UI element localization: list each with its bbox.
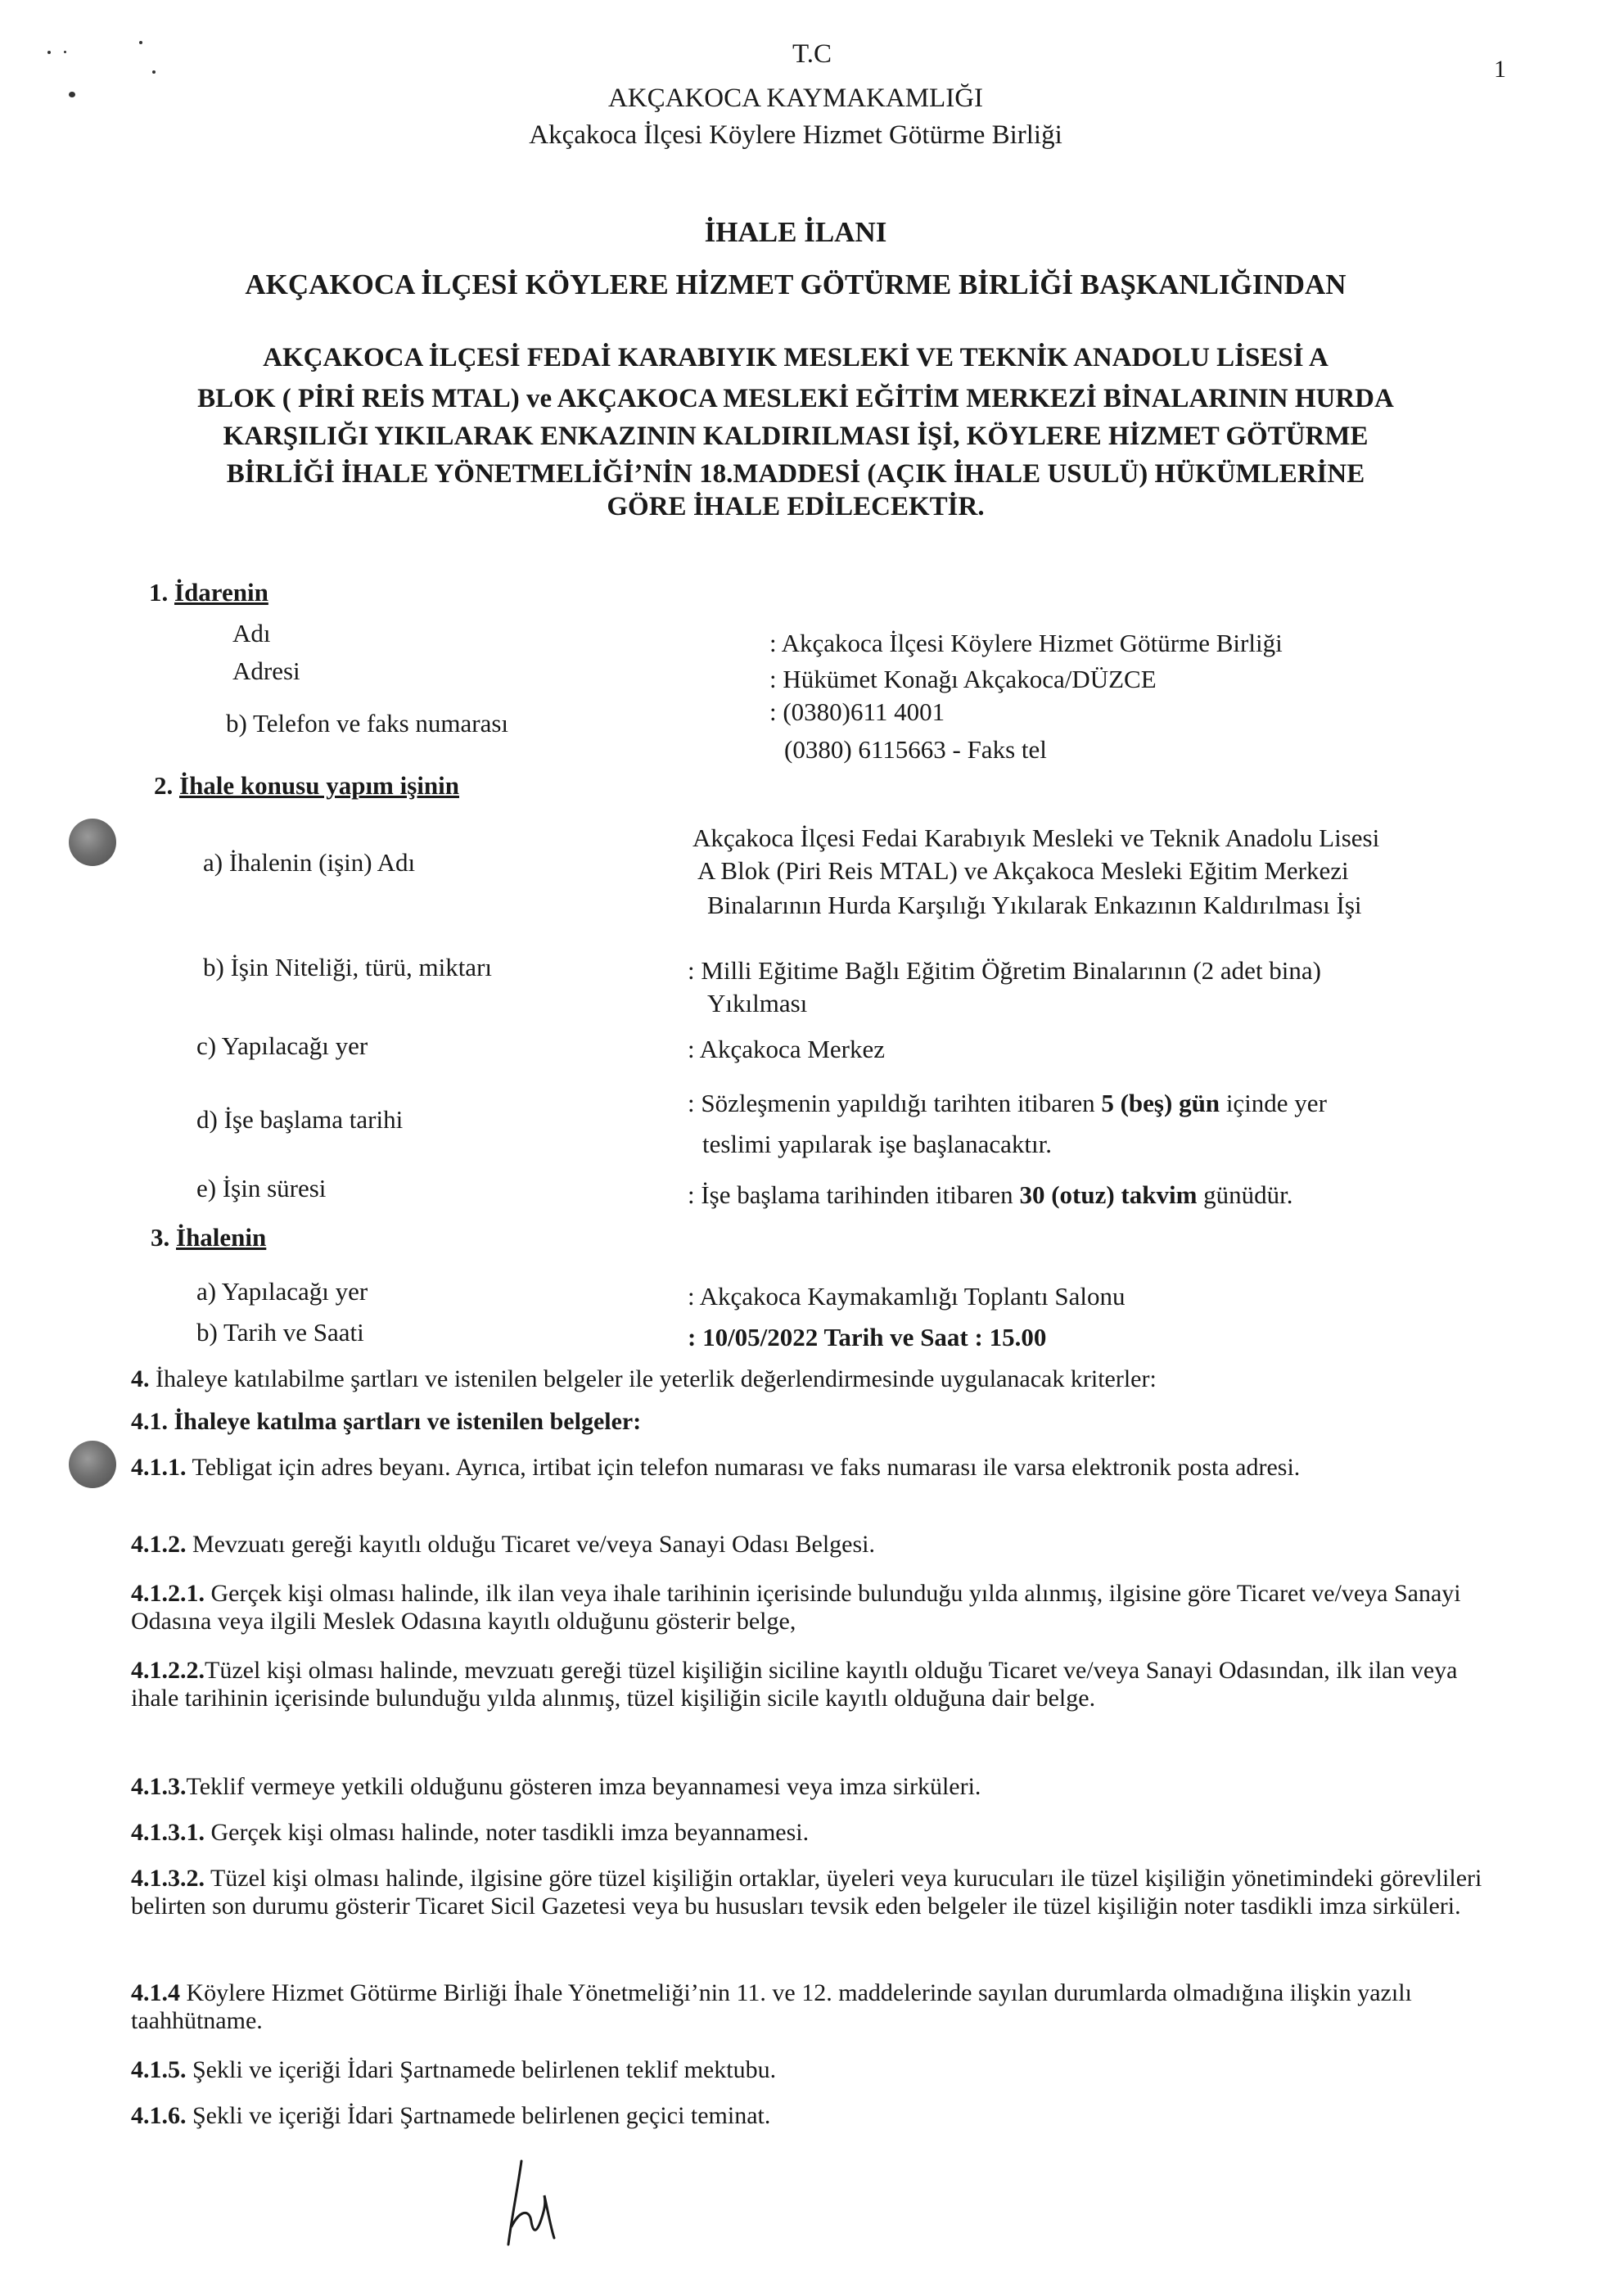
admin-name-value: : Akçakoca İlçesi Köylere Hizmet Götürme Birliği — [769, 629, 1283, 657]
admin-phone-label: b) Telefon ve faks numarası — [226, 709, 509, 738]
tender-name-value-1: Akçakoca İlçesi Fedai Karabıyık Mesleki ve Teknik Anadolu Lisesi — [692, 823, 1380, 852]
item-text: Şekli ve içeriği İdari Şartnamede belirlenen geçici teminat. — [186, 2102, 771, 2129]
item-text: Şekli ve içeriği İdari Şartnamede belirlenen teklif mektubu. — [186, 2056, 777, 2083]
item-text: Tüzel kişi olması halinde, mevzuatı gereği tüzel kişiliğin siciline kayıtlı olduğu Ticaret ve/veya Sanayi Odasından, ilk ilan veya ihale tarihinin içerisinde bulunduğu yılda alınmış, tüzel kişiliğin sicile kayıtlı olduğuna dair belge. — [131, 1657, 1458, 1712]
admin-address-value: : Hükümet Konağı Akçakoca/DÜZCE — [769, 665, 1157, 693]
section-1-number: 1. — [149, 578, 169, 607]
subject-line-5: GÖRE İHALE EDİLECEKTİR. — [607, 492, 985, 521]
item-4-1-2 — [131, 1531, 1490, 1559]
tender-name-value-2: A Blok (Piri Reis MTAL) ve Akçakoca Mesleki Eğitim Merkezi — [697, 856, 1349, 885]
admin-name-label: Adı — [232, 619, 271, 647]
item-text: Teklif vermeye yetkili olduğunu gösteren imza beyannamesi veya imza sirküleri. — [186, 1773, 981, 1800]
announcement-issuer: AKÇAKOCA İLÇESİ KÖYLERE HİZMET GÖTÜRME BİRLİĞİ BAŞKANLIĞINDAN — [245, 268, 1347, 300]
item-number: 4.1.2. — [131, 1531, 187, 1558]
item-number: 4.1.5. — [131, 2056, 187, 2083]
start-date-label: d) İşe başlama tarihi — [196, 1105, 404, 1134]
section-2-heading — [154, 771, 459, 801]
header-office: AKÇAKOCA KAYMAKAMLIĞI — [607, 83, 984, 113]
scan-speck — [152, 70, 156, 74]
item-4-1-3 — [131, 1773, 1490, 1801]
header-tc: T.C — [792, 39, 832, 69]
item-4-1-3-2 — [131, 1865, 1490, 1920]
section-1-title: İdarenin — [174, 578, 268, 607]
punch-hole-bottom — [69, 1441, 116, 1488]
item-number: 4.1.3.2. — [131, 1865, 205, 1892]
item-number: 4.1.3. — [131, 1773, 187, 1800]
item-4-1-1 — [131, 1454, 1490, 1482]
work-location-value: : Akçakoca Merkez — [688, 1035, 885, 1063]
item-text: Tebligat için adres beyanı. Ayrıca, irtibat için telefon numarası ve faks numarası ile varsa elektronik posta adresi. — [186, 1454, 1301, 1481]
punch-hole-top — [69, 819, 116, 866]
section-4-number: 4. — [131, 1365, 150, 1392]
item-number: 4.1.3.1. — [131, 1819, 205, 1846]
work-nature-label: b) İşin Niteliği, türü, miktarı — [203, 953, 493, 981]
start-date-value-2: teslimi yapılarak işe başlanacaktır. — [702, 1130, 1052, 1158]
item-4-1-5 — [131, 2056, 1490, 2084]
item-4-1-4 — [131, 1979, 1490, 2035]
admin-address-label: Adresi — [232, 656, 300, 685]
section-4-intro-text: İhaleye katılabilme şartları ve istenilen belgeler ile yeterlik değerlendirmesinde uygulanacak kriterler: — [149, 1365, 1157, 1392]
section-4-intro — [131, 1365, 1522, 1393]
start-date-value-1 — [688, 1089, 1327, 1118]
section-1-heading — [149, 578, 268, 607]
start-date-text-post: içinde yer — [1220, 1089, 1327, 1117]
subject-line-4: BİRLİĞİ İHALE YÖNETMELİĞİ’NİN 18.MADDESİ (AÇIK İHALE USULÜ) HÜKÜMLERİNE — [226, 459, 1365, 489]
tender-name-value-3: Binalarının Hurda Karşılığı Yıkılarak Enkazının Kaldırılması İşi — [707, 891, 1362, 919]
item-text: Mevzuatı gereği kayıtlı olduğu Ticaret ve/veya Sanayi Odası Belgesi. — [186, 1531, 875, 1558]
duration-label: e) İşin süresi — [196, 1174, 327, 1202]
start-date-days: 5 (beş) gün — [1101, 1089, 1220, 1117]
subject-line-2: BLOK ( PİRİ REİS MTAL) ve AKÇAKOCA MESLEKİ EĞİTİM MERKEZİ BİNALARININ HURDA — [197, 384, 1394, 413]
header-union: Akçakoca İlçesi Köylere Hizmet Götürme Birliği — [529, 120, 1062, 150]
item-number: 4.1.4 — [131, 1979, 180, 2006]
tender-datetime-value: : 10/05/2022 Tarih ve Saat : 15.00 — [688, 1323, 1047, 1351]
admin-phone-value: : (0380)611 4001 — [769, 697, 945, 726]
work-nature-value-1: : Milli Eğitime Bağlı Eğitim Öğretim Binalarının (2 adet bina) — [688, 956, 1322, 985]
item-number: 4.1.6. — [131, 2102, 187, 2129]
duration-text-post: günüdür. — [1197, 1180, 1293, 1209]
item-text: Gerçek kişi olması halinde, ilk ilan veya ihale tarihinin içerisinde bulunduğu yılda alınmış, ilgisine göre Ticaret ve/veya Sanayi Odasına veya ilgili Meslek Odasına kayıtlı olduğunu gösterir belge, — [131, 1580, 1461, 1635]
tender-place-value: : Akçakoca Kaymakamlığı Toplantı Salonu — [688, 1282, 1126, 1311]
item-number: 4.1.2.1. — [131, 1580, 205, 1607]
item-text: Köylere Hizmet Götürme Birliği İhale Yönetmeliği’nin 11. ve 12. maddelerinde sayılan durumlarda olmadığına ilişkin yazılı taahhütname. — [131, 1979, 1412, 2034]
tender-datetime-label: b) Tarih ve Saati — [196, 1318, 364, 1347]
start-date-text-pre: : Sözleşmenin yapıldığı tarihten itibaren — [688, 1089, 1102, 1117]
announcement-title: İHALE İLANI — [704, 216, 887, 248]
item-4-1-2-2 — [131, 1657, 1490, 1712]
item-number: 4.1.2.2. — [131, 1657, 205, 1684]
handwritten-signature — [503, 2153, 569, 2251]
admin-fax-value: (0380) 6115663 - Faks tel — [784, 735, 1047, 764]
section-2-number: 2. — [154, 771, 174, 800]
item-4-1-6 — [131, 2102, 1490, 2130]
section-4-1-title: 4.1. İhaleye katılma şartları ve istenilen belgeler: — [131, 1408, 642, 1435]
section-2-title: İhale konusu yapım işinin — [179, 771, 460, 800]
item-number: 4.1.1. — [131, 1454, 187, 1481]
duration-text-pre: : İşe başlama tarihinden itibaren — [688, 1180, 1020, 1209]
section-3-heading — [151, 1223, 266, 1252]
item-4-1-3-1 — [131, 1819, 1490, 1847]
duration-value — [688, 1180, 1293, 1210]
subject-line-1: AKÇAKOCA İLÇESİ FEDAİ KARABIYIK MESLEKİ VE TEKNİK ANADOLU LİSESİ A — [263, 343, 1329, 372]
section-3-number: 3. — [151, 1223, 170, 1252]
page-number: 1 — [1494, 56, 1506, 83]
section-3-title: İhalenin — [176, 1223, 267, 1252]
item-4-1-2-1 — [131, 1580, 1490, 1636]
item-text: Gerçek kişi olması halinde, noter tasdikli imza beyannamesi. — [205, 1819, 810, 1846]
tender-place-label: a) Yapılacağı yer — [196, 1277, 368, 1306]
tender-name-label: a) İhalenin (işin) Adı — [203, 848, 416, 877]
subject-line-3: KARŞILIĞI YIKILARAK ENKAZININ KALDIRILMASI İŞİ, KÖYLERE HİZMET GÖTÜRME — [223, 422, 1369, 451]
duration-days: 30 (otuz) takvim — [1019, 1180, 1198, 1209]
work-nature-value-2: Yıkılması — [707, 989, 808, 1017]
item-text: Tüzel kişi olması halinde, ilgisine göre tüzel kişiliğin ortaklar, üyeleri veya kurucuları ile tüzel kişiliğin yönetimindeki görevlileri belirten son durumu gösterir Ticaret Sicil Gazetesi veya bu hususları tevsik eden belgeler ile tüzel kişiliğin noter tasdikli imza sirküleri. — [131, 1865, 1482, 1920]
work-location-label: c) Yapılacağı yer — [196, 1031, 368, 1060]
